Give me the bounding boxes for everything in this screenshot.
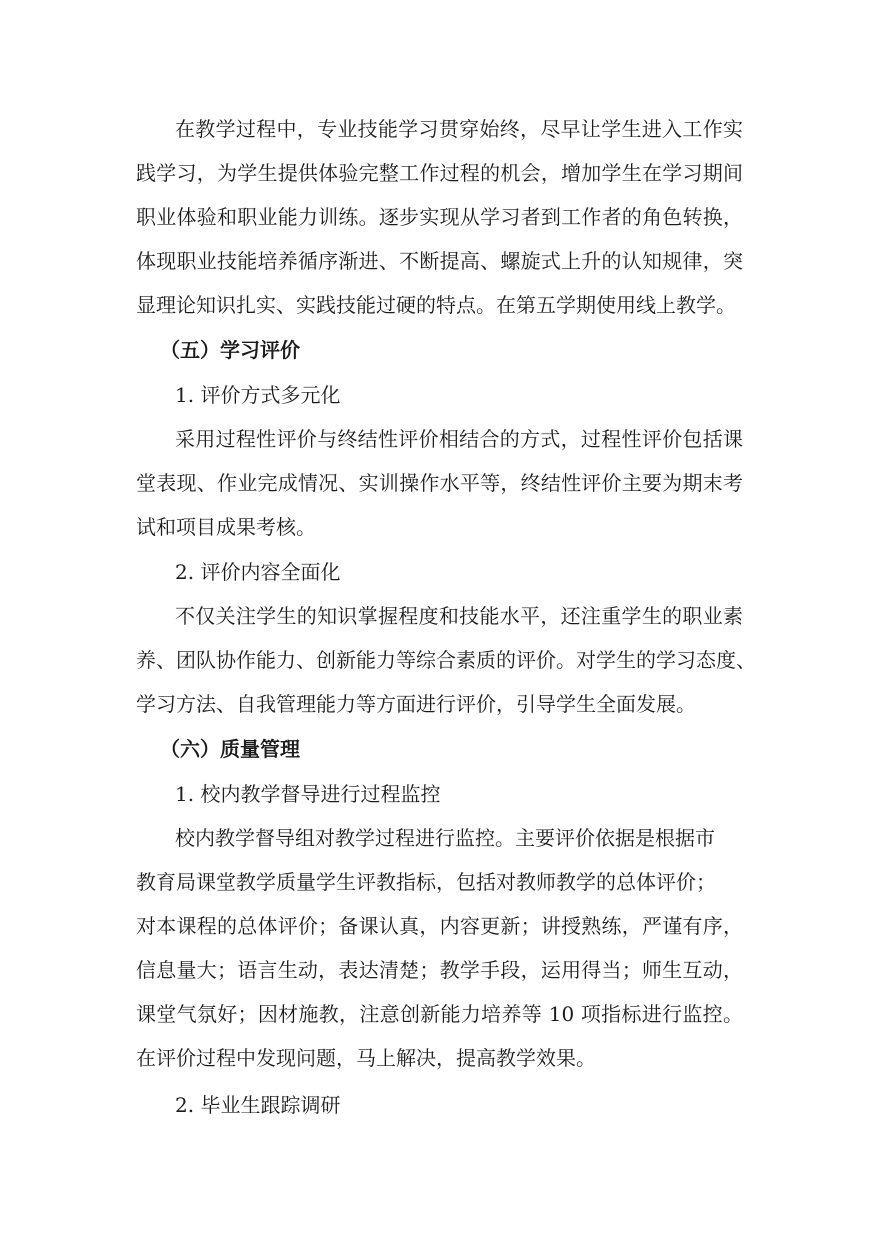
paragraph-line: 采用过程性评价与终结性评价相结合的方式，过程性评价包括课: [175, 427, 743, 451]
subsection-title: 2. 评价内容全面化: [175, 560, 341, 584]
paragraph-line: 校内教学督导组对教学过程进行监控。主要评价依据是根据市: [175, 826, 715, 850]
paragraph-line: 践学习，为学生提供体验完整工作过程的机会，增加学生在学习期间: [136, 161, 743, 185]
paragraph-line: 职业体验和职业能力训练。逐步实现从学习者到工作者的角色转换，: [136, 205, 743, 229]
section-heading-learning-evaluation: （五）学习评价: [160, 338, 300, 362]
paragraph-line: 对本课程的总体评价；备课认真，内容更新；讲授熟练，严谨有序，: [136, 914, 743, 938]
paragraph-line: 学习方法、自我管理能力等方面进行评价，引导学生全面发展。: [136, 692, 696, 716]
section-heading-quality-management: （六）质量管理: [160, 737, 300, 761]
paragraph-line: 养、团队协作能力、创新能力等综合素质的评价。对学生的学习态度、: [136, 648, 756, 672]
paragraph-line: 信息量大；语言生动，表达清楚；教学手段，运用得当；师生互动，: [136, 958, 743, 982]
paragraph-line: 在教学过程中，专业技能学习贯穿始终，尽早让学生进入工作实: [175, 117, 743, 141]
subsection-title: 2. 毕业生跟踪调研: [175, 1093, 341, 1117]
paragraph-line: 在评价过程中发现问题，马上解决，提高教学效果。: [136, 1046, 596, 1070]
paragraph-line: 不仅关注学生的知识掌握程度和技能水平，还注重学生的职业素: [175, 604, 743, 628]
paragraph-line: 显理论知识扎实、实践技能过硬的特点。在第五学期使用线上教学。: [136, 293, 736, 317]
paragraph-line: 体现职业技能培养循序渐进、不断提高、螺旋式上升的认知规律，突: [136, 249, 743, 273]
paragraph-line: 试和项目成果考核。: [136, 515, 316, 539]
paragraph-line: 教育局课堂教学质量学生评教指标，包括对教师教学的总体评价；: [136, 870, 716, 894]
subsection-title: 1. 评价方式多元化: [175, 383, 341, 407]
paragraph-line: 堂表现、作业完成情况、实训操作水平等，终结性评价主要为期末考: [136, 471, 743, 495]
paragraph-line: 课堂气氛好；因材施教，注意创新能力培养等 10 项指标进行监控。: [136, 1002, 743, 1026]
subsection-title: 1. 校内教学督导进行过程监控: [175, 782, 441, 806]
